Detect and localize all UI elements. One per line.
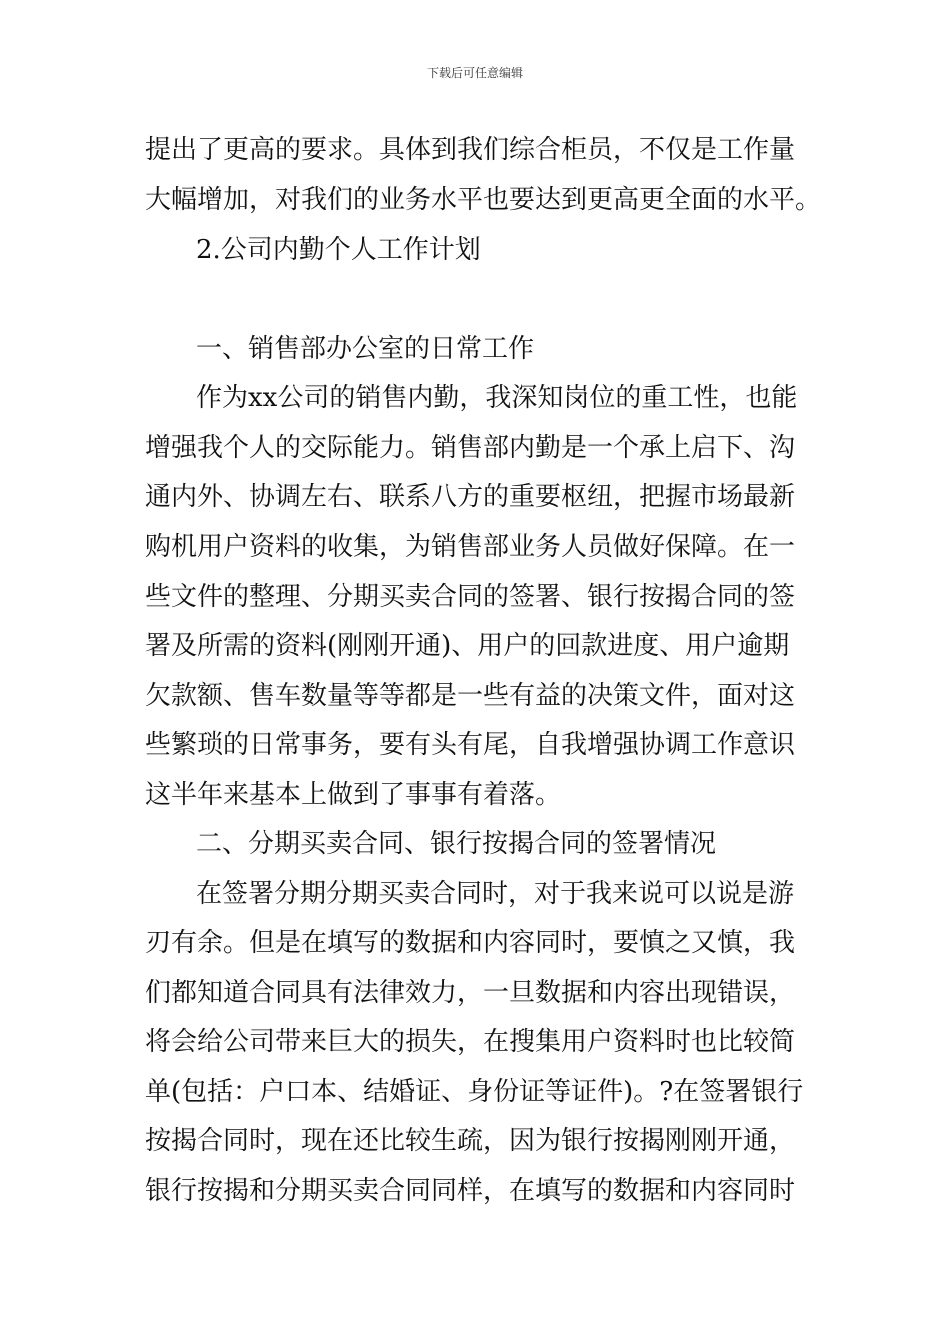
text-line: 欠款额、售车数量等等都是一些有益的决策文件，面对这 — [145, 681, 796, 711]
section-heading: 二、分期买卖合同、银行按揭合同的签署情况 — [196, 829, 717, 859]
text-line: 刃有余。但是在填写的数据和内容同时，要慎之又慎，我 — [145, 928, 796, 958]
text-line: 大幅增加，对我们的业务水平也要达到更高更全面的水平。 — [145, 185, 822, 215]
text-line: 作为xx公司的销售内勤，我深知岗位的重工性，也能 — [196, 383, 798, 413]
section-heading: 一、销售部办公室的日常工作 — [196, 334, 535, 364]
section-heading: 2.公司内勤个人工作计划 — [196, 235, 481, 265]
page-header: 下载后可任意编辑 — [426, 66, 523, 80]
text-line: 增强我个人的交际能力。销售部内勤是一个承上启下、沟 — [145, 433, 796, 463]
text-line: 这半年来基本上做到了事事有着落。 — [145, 780, 562, 810]
text-line: 单(包括：户口本、结婚证、身份证等证件)。?在签署银行 — [145, 1077, 804, 1107]
text-line: 通内外、协调左右、联系八方的重要枢纽，把握市场最新 — [145, 482, 796, 512]
text-line: 在签署分期分期买卖合同时，对于我来说可以说是游 — [196, 879, 795, 909]
text-line: 购机用户资料的收集，为销售部业务人员做好保障。在一 — [145, 532, 796, 562]
text-line: 署及所需的资料(刚刚开通)、用户的回款进度、用户逾期 — [145, 631, 790, 661]
text-line: 提出了更高的要求。具体到我们综合柜员，不仅是工作量 — [145, 135, 796, 165]
text-line: 银行按揭和分期买卖合同同样，在填写的数据和内容同时 — [145, 1176, 796, 1206]
text-line: 按揭合同时，现在还比较生疏，因为银行按揭刚刚开通， — [145, 1126, 796, 1156]
text-line: 们都知道合同具有法律效力，一旦数据和内容出现错误， — [145, 978, 796, 1008]
text-line: 些文件的整理、分期买卖合同的签署、银行按揭合同的签 — [145, 582, 796, 612]
text-line: 些繁琐的日常事务，要有头有尾，自我增强协调工作意识 — [145, 730, 796, 760]
text-line: 将会给公司带来巨大的损失，在搜集用户资料时也比较简 — [145, 1027, 796, 1057]
